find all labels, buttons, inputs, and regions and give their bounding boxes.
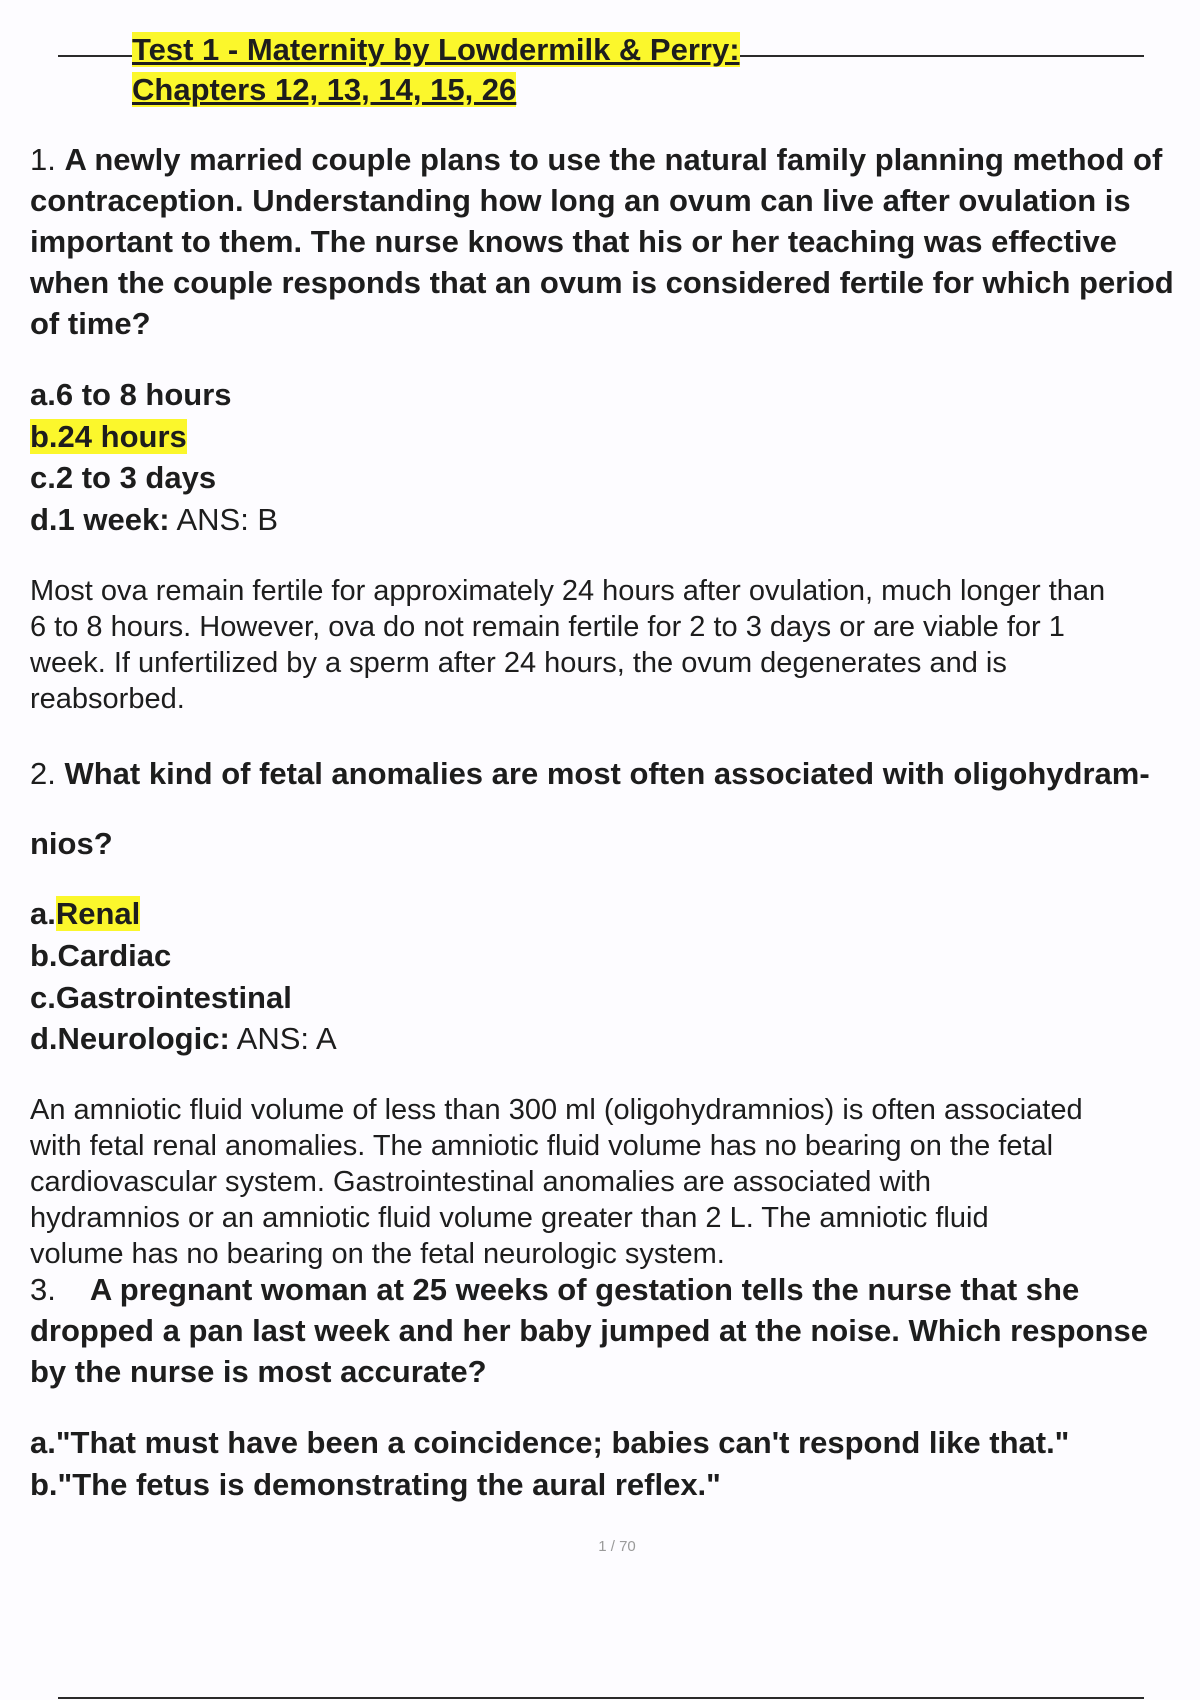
answer-key: ANS: B [169, 502, 279, 537]
question-2: 2. What kind of fetal anomalies are most often associated with oligohydram- [30, 756, 1150, 791]
q2-option-b: b.Cardiac [30, 938, 172, 973]
explanation-line: week. If unfertilized by a sperm after 24 hours, the ovum degenerates and is [30, 647, 1007, 679]
q1-option-d: d.1 week: ANS: B [30, 502, 279, 537]
question-1-line: when the couple responds that an ovum is considered fertile for which period [30, 265, 1174, 300]
question-1-line: contraception. Understanding how long an ovum can live after ovulation is [30, 183, 1131, 218]
explanation-line: volume has no bearing on the fetal neurologic system. [30, 1238, 725, 1270]
document-title [132, 32, 740, 68]
question-3-line: dropped a pan last week and her baby jumped at the noise. Which response [30, 1313, 1148, 1348]
q2-option-c: c.Gastrointestinal [30, 980, 292, 1015]
explanation-line: An amniotic fluid volume of less than 300 ml (oligohydramnios) is often associated [30, 1094, 1083, 1126]
explanation-line: 6 to 8 hours. However, ova do not remain fertile for 2 to 3 days or are viable for 1 [30, 611, 1065, 643]
question-3 [30, 1269, 1200, 1392]
explanation-line: cardiovascular system. Gastrointestinal anomalies are associated with [30, 1166, 932, 1198]
document-subtitle [132, 72, 516, 108]
question-number: 3. [30, 1272, 56, 1307]
question-1-line: of time? [30, 306, 151, 341]
question-2-continued: nios? [30, 826, 113, 861]
highlighted-answer: b.24 hours [30, 419, 187, 454]
q3-option-a: a."That must have been a coincidence; babies can't respond like that." [30, 1425, 1070, 1460]
q1-option-a: a.6 to 8 hours [30, 377, 232, 412]
question-3-line: by the nurse is most accurate? [30, 1354, 487, 1389]
title-line-2: Chapters 12, 13, 14, 15, 26 [132, 72, 517, 107]
explanation-line: with fetal renal anomalies. The amniotic fluid volume has no bearing on the fetal [30, 1130, 1054, 1162]
q1-option-b [30, 418, 187, 456]
footer-rule [58, 1697, 1144, 1699]
q2-explanation [30, 1092, 1083, 1272]
question-3-line: 3. A pregnant woman at 25 weeks of gestation tells the nurse that she [30, 1272, 1080, 1307]
q2-option-a: a.Renal [30, 896, 141, 931]
explanation-line: hydramnios or an amniotic fluid volume greater than 2 L. The amniotic fluid [30, 1202, 989, 1234]
q3-option-b: b."The fetus is demonstrating the aural reflex." [30, 1467, 721, 1502]
q1-explanation [30, 573, 1105, 717]
question-number: 2. [30, 756, 56, 791]
question-1-line: 1. A newly married couple plans to use the natural family planning method of [30, 142, 1163, 177]
explanation-line: Most ova remain fertile for approximately 24 hours after ovulation, much longer than [30, 575, 1106, 607]
question-number: 1. [30, 142, 56, 177]
highlighted-answer: Renal [55, 896, 141, 931]
question-1-line: important to them. The nurse knows that his or her teaching was effective [30, 224, 1117, 259]
question-1 [30, 139, 1200, 344]
q1-option-c: c.2 to 3 days [30, 460, 217, 495]
title-line-1: Test 1 - Maternity by Lowdermilk & Perry: [132, 32, 740, 67]
answer-key: ANS: A [229, 1021, 337, 1056]
explanation-line: reabsorbed. [30, 683, 185, 715]
page-number: 1 / 70 [598, 1538, 636, 1555]
q2-option-d: d.Neurologic: ANS: A [30, 1021, 337, 1056]
